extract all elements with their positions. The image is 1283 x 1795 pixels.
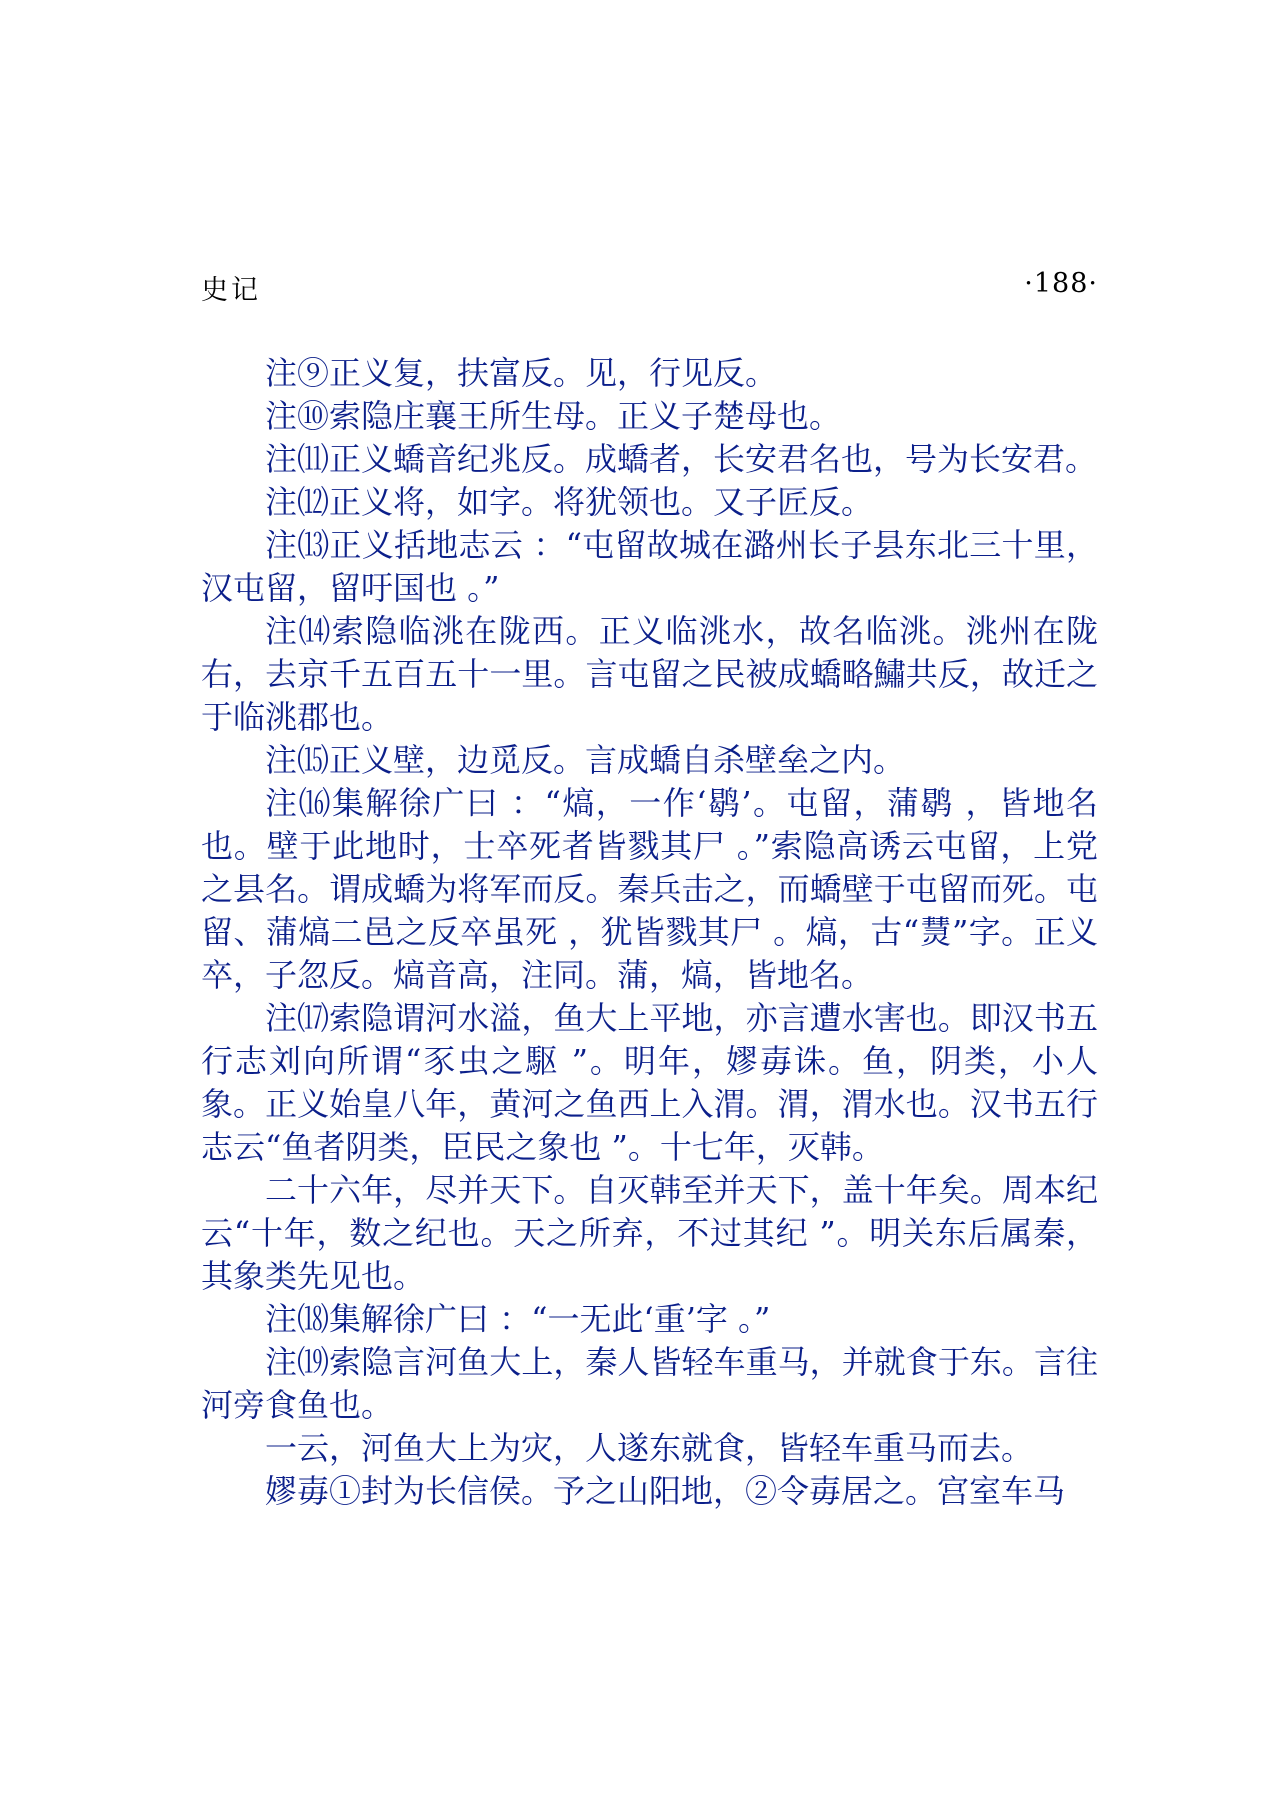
- book-title: 史记: [201, 275, 261, 306]
- note-paragraph: 注⑩索隐庄襄王所生母。正义子楚母也。: [265, 397, 842, 435]
- note-paragraph: 注⒆索隐言河鱼大上，秦人皆轻车重马，并就食于东。言往河旁食鱼也。: [201, 1343, 1098, 1424]
- page-number: ·188·: [1024, 268, 1098, 299]
- note-paragraph: 注⒃集解徐广曰 ：“熇，一作‘鹖’。屯留，蒲鹖 ，皆地名也。壁于此地时，士卒死者皆戮其尸 。”索隐高诱云屯留，上党之县名。谓成蟜为将军而反。秦兵击之，而蟜壁于屯留而死。屯留、蒲熇二邑之反卒虽死 ，犹皆戮其尸 。熇，古“熭”字。正义卒，子忽反。熇音高，注同。蒲，熇，皆地名。: [201, 784, 1098, 994]
- note-paragraph: 注⑾正义蟜音纪兆反。成蟜者，长安君名也，号为长安君。: [265, 440, 1098, 478]
- note-paragraph: 注⒀正义括地志云 ：“屯留故城在潞州长子县东北三十里，汉屯留，留吁国也 。”: [201, 526, 1098, 607]
- note-paragraph: 注⒄索隐谓河水溢，鱼大上平地，亦言遭水害也。即汉书五行志刘向所谓“豕虫之駆 ”。明年，嫪毐诛。鱼，阴类，小人象。正义始皇八年，黄河之鱼西上入渭。渭，渭水也。汉书五行志云“鱼者阴类，臣民之象也 ”。十七年，灭韩。: [201, 999, 1098, 1166]
- text-paragraph: 二十六年，尽并天下。自灭韩至并天下，盖十年矣。周本纪云“十年，数之纪也。天之所弃，不过其纪 ”。明关东后属秦，其象类先见也。: [201, 1171, 1098, 1295]
- page-header: [201, 268, 1098, 308]
- main-text-paragraph: 嫪毐①封为长信侯。予之山阳地，②令毐居之。宫室车马: [265, 1472, 1066, 1510]
- note-paragraph: 注⒂正义壁，边觅反。言成蟜自杀壁垒之内。: [265, 741, 906, 779]
- note-paragraph: 注⑨正义复，扶富反。见，行见反。: [265, 354, 778, 392]
- note-paragraph: 注⑿正义将，如字。将犹领也。又子匠反。: [265, 483, 874, 521]
- note-paragraph: 注⒅集解徐广曰 ：“一无此‘重’字 。”: [265, 1300, 771, 1338]
- text-paragraph: 一云，河鱼大上为灾，人遂东就食，皆轻车重马而去。: [265, 1429, 1034, 1467]
- note-paragraph: 注⒁索隐临洮在陇西。正义临洮水，故名临洮。洮州在陇右，去京千五百五十一里。言屯留之民被成蟜略鱐共反，故迁之于临洮郡也。: [201, 612, 1098, 736]
- page-body: [201, 352, 1098, 1513]
